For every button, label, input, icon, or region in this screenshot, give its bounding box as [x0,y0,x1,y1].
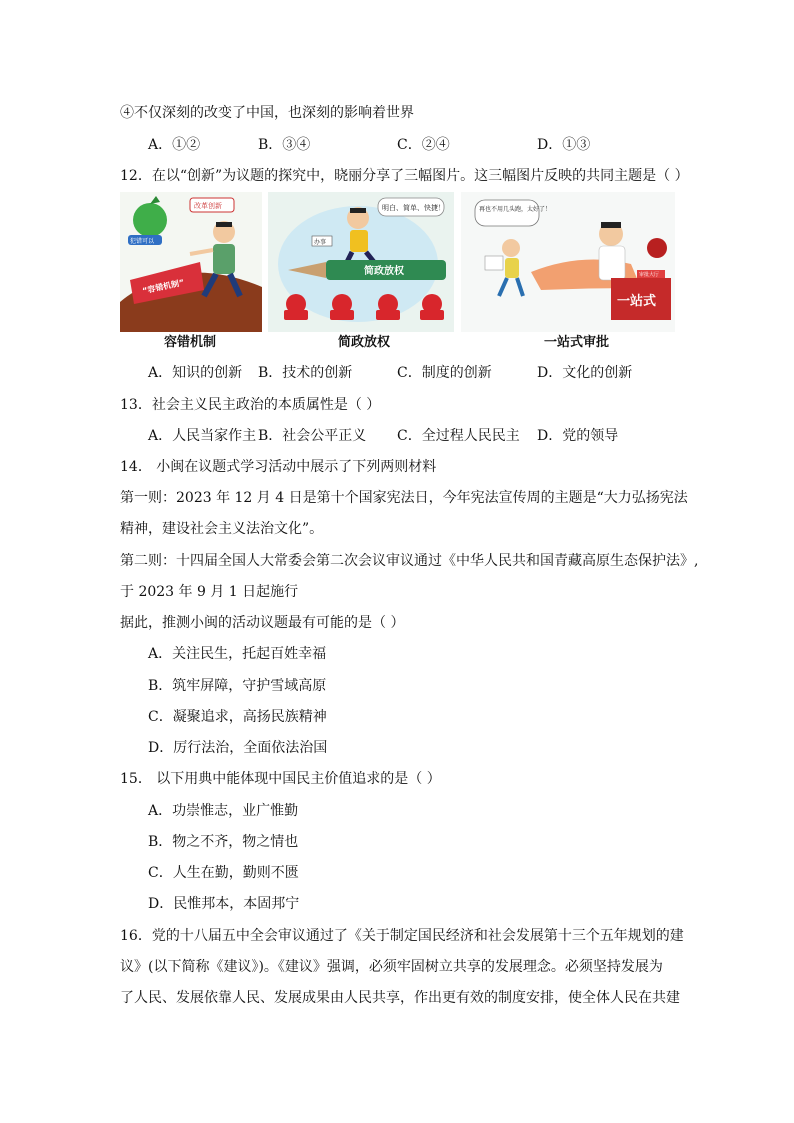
svg-text:再也不用几头跑，太好了！: 再也不用几头跑，太好了！ [479,206,552,213]
svg-text:简政放权: 简政放权 [364,266,404,277]
q14-material1-line2: 精神，建设社会主义法治文化”。 [120,521,324,537]
q14-material1-line1: 第一则：2023 年 12 月 4 日是第十个国家宪法日，今年宪法宣传周的主题是“大力弘扬宪法 [120,490,688,506]
q12-option-b[interactable]: B．技术的创新 [258,365,353,381]
one-stop-illustration [461,192,675,332]
q15-option-a[interactable]: A．功崇惟志，业广惟勤 [148,803,299,819]
q12-image-one-stop [461,192,675,332]
svg-text:犯错可以: 犯错可以 [130,238,155,245]
svg-text:审批大厅: 审批大厅 [639,272,660,278]
statement-4: ④不仅深刻的改变了中国，也深刻的影响着世界 [120,105,414,121]
q13-option-d[interactable]: D．党的领导 [537,428,619,444]
q16-line1: 16．党的十八届五中全会审议通过了《关于制定国民经济和社会发展第十三个五年规划的建 [120,928,684,944]
q12-image-streamline [268,192,454,332]
q11-option-d[interactable]: D．①③ [537,137,591,153]
caption-tolerance: 容错机制 [164,335,217,350]
svg-text:“容错机制”: “容错机制” [141,277,186,296]
caption-one-stop: 一站式审批 [544,335,610,350]
q12-image-tolerance [120,192,262,332]
q12-stem: 12．在以“创新”为议题的探究中，晓丽分享了三幅图片。这三幅图片反映的共同主题是（ ） [120,168,689,184]
q14-material2-line2: 于 2023 年 9 月 1 日起施行 [120,584,299,600]
q13-stem: 13．社会主义民主政治的本质属性是（ ） [120,397,381,413]
q12-option-c[interactable]: C．制度的创新 [397,365,492,381]
q15-option-d[interactable]: D．民惟邦本，本固邦宁 [148,896,300,912]
q13-option-c[interactable]: C．全过程人民民主 [397,428,520,444]
q16-line3: 了人民、发展依靠人民、发展成果由人民共享，作出更有效的制度安排，使全体人民在共建 [120,990,680,1006]
streamline-illustration [268,192,454,332]
tolerance-illustration [120,192,262,332]
q11-option-c[interactable]: C．②④ [397,137,450,153]
q14-option-a[interactable]: A．关注民生，托起百姓幸福 [148,646,327,662]
q12-option-d[interactable]: D．文化的创新 [537,365,633,381]
svg-text:一站式: 一站式 [617,294,657,309]
q14-option-d[interactable]: D．厉行法治，全面依法治国 [148,740,328,756]
q14-option-c[interactable]: C．凝聚追求，高扬民族精神 [148,709,327,725]
q15-stem: 15． 以下用典中能体现中国民主价值追求的是（ ） [120,771,441,787]
q12-option-a[interactable]: A．知识的创新 [148,365,243,381]
q14-stem: 14． 小闽在议题式学习活动中展示了下列两则材料 [120,459,437,475]
caption-streamline: 简政放权 [338,335,391,350]
q13-option-a[interactable]: A．人民当家作主 [148,428,257,444]
q14-material2-line1: 第二则：十四届全国人大常委会第二次会议审议通过《中华人民共和国青藏高原生态保护法》, [120,553,699,569]
q15-option-b[interactable]: B．物之不齐，物之情也 [148,834,299,850]
q14-question: 据此，推测小闽的活动议题最有可能的是（ ） [120,615,405,631]
q16-line2: 议》(以下简称《建议》)。《建议》强调，必须牢固树立共享的发展理念。必须坚持发展为 [120,959,663,975]
q13-option-b[interactable]: B．社会公平正义 [258,428,367,444]
q11-option-b[interactable]: B．③④ [258,137,311,153]
q14-option-b[interactable]: B．筑牢屏障，守护雪域高原 [148,678,327,694]
q11-option-a[interactable]: A．①② [148,137,201,153]
svg-text:办事: 办事 [314,239,327,246]
svg-text:改革创新: 改革创新 [194,202,222,210]
svg-text:明白、简单、快捷！: 明白、简单、快捷！ [382,204,445,212]
q15-option-c[interactable]: C．人生在勤，勤则不匮 [148,865,299,881]
